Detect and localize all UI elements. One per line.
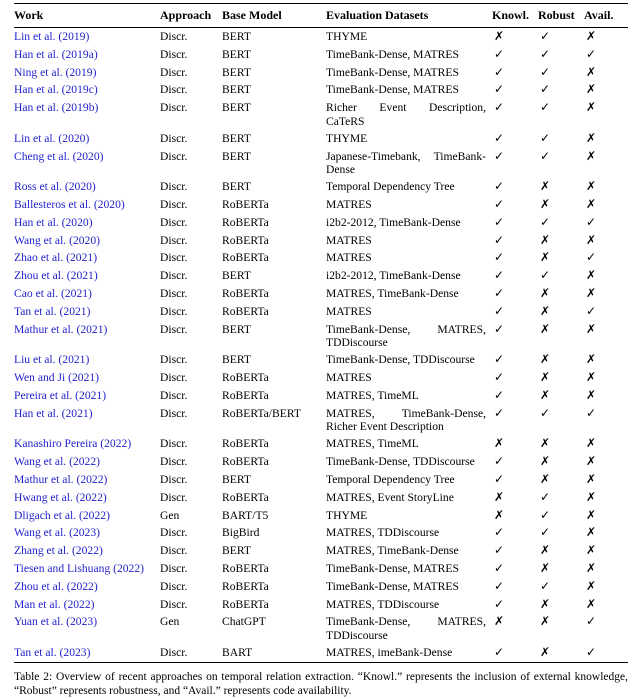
table-row [14, 560, 628, 578]
table-row [14, 596, 628, 614]
base-model-cell: BERT [222, 180, 251, 194]
approach-cell: Discr. [160, 437, 188, 451]
robust-mark: ✗ [540, 471, 551, 486]
approach-cell: Discr. [160, 198, 188, 212]
avail-mark: ✗ [586, 321, 597, 336]
datasets-cell: MATRES, TimeBank-Dense [326, 544, 459, 558]
work-cell [14, 542, 160, 560]
approach-cell: Discr. [160, 287, 188, 301]
knowl-mark: ✓ [494, 286, 505, 301]
datasets-cell: TimeBank-Dense, TDDiscourse [326, 353, 475, 367]
robust-mark: ✓ [540, 507, 551, 522]
work-cell [14, 351, 160, 369]
knowl-mark: ✓ [494, 197, 505, 212]
approach-cell: Discr. [160, 388, 188, 402]
avail-mark: ✗ [586, 148, 597, 163]
knowl-mark: ✓ [494, 148, 505, 163]
base-model-cell: RoBERTa/BERT [222, 406, 301, 420]
robust-mark: ✓ [540, 148, 551, 163]
robust-mark: ✗ [540, 645, 551, 659]
work-cell [14, 613, 160, 644]
table-row [14, 28, 628, 46]
table-row [14, 405, 628, 436]
citation-link[interactable]: Dligach et al. (2022) [14, 508, 110, 522]
citation-link[interactable]: Yuan et al. (2023) [14, 615, 98, 629]
work-cell [14, 453, 160, 471]
avail-mark: ✓ [586, 214, 597, 229]
avail-mark: ✗ [586, 489, 597, 504]
robust-mark: ✓ [540, 100, 551, 115]
approach-cell: Discr. [160, 65, 188, 79]
avail-mark: ✗ [586, 370, 597, 385]
base-model-cell: BigBird [222, 526, 260, 540]
knowl-mark: ✓ [494, 100, 505, 115]
datasets-cell: MATRES, imeBank-Dense [326, 646, 453, 659]
datasets-cell: TimeBank-Dense, MATRES [326, 65, 459, 79]
table-row [14, 214, 628, 232]
work-cell [14, 387, 160, 405]
knowl-mark: ✓ [494, 645, 505, 659]
work-cell [14, 435, 160, 453]
table-row [14, 387, 628, 405]
citation-link[interactable]: Hwang et al. (2022) [14, 490, 107, 504]
robust-mark: ✗ [540, 436, 551, 451]
approach-cell: Discr. [160, 215, 188, 229]
avail-mark: ✗ [586, 387, 597, 402]
robust-mark: ✗ [540, 303, 551, 318]
base-model-cell: BART/T5 [222, 508, 269, 522]
base-model-cell: RoBERTa [222, 561, 269, 575]
approach-cell: Discr. [160, 544, 188, 558]
base-model-cell: BERT [222, 472, 251, 486]
work-cell [14, 369, 160, 387]
work-cell [14, 596, 160, 614]
knowl-mark: ✓ [494, 543, 505, 558]
work-cell [14, 64, 160, 82]
knowl-mark: ✗ [494, 489, 505, 504]
work-cell [14, 560, 160, 578]
avail-mark: ✗ [586, 560, 597, 575]
table-row [14, 249, 628, 267]
datasets-cell: MATRES, TimeBank-Dense, Richer Event Description [326, 406, 486, 434]
datasets-cell: THYME [326, 131, 368, 145]
avail-mark: ✗ [586, 130, 597, 145]
approach-cell: Discr. [160, 490, 188, 504]
datasets-cell: MATRES [326, 198, 372, 212]
table-row [14, 99, 628, 130]
avail-mark: ✗ [586, 525, 597, 540]
base-model-cell: RoBERTa [222, 371, 269, 385]
approach-cell: Discr. [160, 83, 188, 97]
datasets-cell: MATRES [326, 251, 372, 265]
robust-mark: ✓ [540, 268, 551, 283]
datasets-cell: MATRES [326, 233, 372, 247]
robust-mark: ✗ [540, 387, 551, 402]
base-model-cell: RoBERTa [222, 579, 269, 593]
approach-cell: Discr. [160, 322, 188, 336]
table-row [14, 285, 628, 303]
citation-link[interactable]: Cao et al. (2021) [14, 287, 92, 301]
datasets-cell: TimeBank-Dense, MATRES [326, 561, 459, 575]
column-header-avail: Avail. [584, 8, 614, 22]
base-model-cell: BERT [222, 131, 251, 145]
avail-mark: ✓ [586, 303, 597, 318]
avail-mark: ✓ [586, 645, 597, 659]
knowl-mark: ✓ [494, 214, 505, 229]
robust-mark: ✗ [540, 179, 551, 194]
base-model-cell: RoBERTa [222, 455, 269, 469]
work-cell [14, 196, 160, 214]
robust-mark: ✗ [540, 596, 551, 611]
column-header-evaluation-datasets: Evaluation Datasets [326, 8, 429, 22]
table-row [14, 130, 628, 148]
work-cell [14, 471, 160, 489]
work-cell [14, 405, 160, 436]
knowl-mark: ✓ [494, 596, 505, 611]
base-model-cell: RoBERTa [222, 198, 269, 212]
table-row [14, 507, 628, 525]
table-row [14, 81, 628, 99]
approach-cell: Discr. [160, 269, 188, 283]
datasets-cell: MATRES, TimeML [326, 388, 419, 402]
avail-mark: ✗ [586, 197, 597, 212]
robust-mark: ✓ [540, 578, 551, 593]
avail-mark: ✗ [586, 543, 597, 558]
knowl-mark: ✗ [494, 436, 505, 451]
citation-link[interactable]: Tan et al. (2021) [14, 304, 91, 318]
datasets-cell: MATRES [326, 371, 372, 385]
work-cell [14, 267, 160, 285]
approach-cell: Gen [160, 615, 180, 629]
avail-mark: ✓ [586, 46, 597, 61]
work-cell [14, 249, 160, 267]
knowl-mark: ✓ [494, 303, 505, 318]
work-cell [14, 28, 160, 46]
table-row [14, 435, 628, 453]
citation-link[interactable]: Zhou et al. (2021) [14, 269, 98, 283]
citation-link[interactable]: Zhang et al. (2022) [14, 544, 103, 558]
robust-mark: ✓ [540, 29, 551, 43]
avail-mark: ✗ [586, 578, 597, 593]
column-header-approach: Approach [160, 8, 212, 22]
robust-mark: ✓ [540, 64, 551, 79]
datasets-cell: TimeBank-Dense, MATRES, TDDiscourse [326, 322, 486, 349]
table-row [14, 471, 628, 489]
knowl-mark: ✓ [494, 64, 505, 79]
work-cell [14, 130, 160, 148]
citation-link[interactable]: Han et al. (2021) [14, 406, 93, 420]
robust-mark: ✓ [540, 405, 551, 420]
robust-mark: ✗ [540, 321, 551, 336]
base-model-cell: RoBERTa [222, 215, 269, 229]
approach-cell: Discr. [160, 304, 188, 318]
knowl-mark: ✓ [494, 387, 505, 402]
work-cell [14, 321, 160, 352]
avail-mark: ✗ [586, 268, 597, 283]
avail-mark: ✗ [586, 82, 597, 97]
work-cell [14, 578, 160, 596]
table-row [14, 578, 628, 596]
work-cell [14, 46, 160, 64]
work-cell [14, 285, 160, 303]
approach-cell: Discr. [160, 47, 188, 61]
table-row [14, 148, 628, 179]
knowl-mark: ✓ [494, 352, 505, 367]
robust-mark: ✗ [540, 560, 551, 575]
citation-link[interactable]: Han et al. (2019a) [14, 47, 98, 61]
citation-link[interactable]: Han et al. (2019b) [14, 101, 99, 115]
approach-cell: Discr. [160, 30, 188, 43]
work-cell [14, 178, 160, 196]
avail-mark: ✓ [586, 250, 597, 265]
robust-mark: ✓ [540, 525, 551, 540]
work-cell [14, 303, 160, 321]
knowl-mark: ✓ [494, 250, 505, 265]
work-cell [14, 148, 160, 179]
datasets-cell: Temporal Dependency Tree [326, 180, 455, 194]
work-cell [14, 81, 160, 99]
citation-link[interactable]: Pereira et al. (2021) [14, 388, 107, 402]
citation-link[interactable]: Ballesteros et al. (2020) [14, 198, 125, 212]
column-header-work: Work [14, 8, 44, 22]
citation-link[interactable]: Han et al. (2020) [14, 215, 93, 229]
knowl-mark: ✓ [494, 370, 505, 385]
robust-mark: ✓ [540, 130, 551, 145]
datasets-cell: TimeBank-Dense, MATRES, TDDiscourse [326, 615, 486, 642]
table-row [14, 369, 628, 387]
knowl-mark: ✗ [494, 29, 505, 43]
base-model-cell: RoBERTa [222, 251, 269, 265]
robust-mark: ✓ [540, 46, 551, 61]
table-row [14, 321, 628, 352]
knowl-mark: ✓ [494, 560, 505, 575]
base-model-cell: BERT [222, 65, 251, 79]
datasets-cell: THYME [326, 30, 368, 43]
datasets-cell: Temporal Dependency Tree [326, 472, 455, 486]
citation-link[interactable]: Mathur et al. (2022) [14, 472, 108, 486]
base-model-cell: RoBERTa [222, 437, 269, 451]
avail-mark: ✗ [586, 232, 597, 247]
base-model-cell: BERT [222, 269, 251, 283]
base-model-cell: ChatGPT [222, 615, 266, 629]
approach-cell: Discr. [160, 101, 188, 115]
table-row [14, 489, 628, 507]
base-model-cell: RoBERTa [222, 233, 269, 247]
robust-mark: ✗ [540, 286, 551, 301]
column-header-knowl: Knowl. [492, 8, 530, 22]
citation-link[interactable]: Ross et al. (2020) [14, 180, 96, 194]
datasets-cell: MATRES, TimeBank-Dense [326, 287, 459, 301]
table-caption: Table 2: Overview of recent approaches on temporal relation extraction. “Knowl.” represents the inclusion of external knowledge, “Robust” represents robustness, and “Avail.” represents code availability. [14, 670, 628, 698]
knowl-mark: ✓ [494, 454, 505, 469]
base-model-cell: RoBERTa [222, 490, 269, 504]
approach-cell: Discr. [160, 406, 188, 420]
work-cell [14, 214, 160, 232]
knowl-mark: ✗ [494, 614, 505, 629]
citation-link[interactable]: Tan et al. (2023) [14, 646, 91, 659]
avail-mark: ✗ [586, 352, 597, 367]
datasets-cell: MATRES, TimeML [326, 437, 419, 451]
knowl-mark: ✓ [494, 405, 505, 420]
citation-link[interactable]: Ning et al. (2019) [14, 65, 97, 79]
citation-link[interactable]: Man et al. (2022) [14, 597, 95, 611]
approach-cell: Discr. [160, 371, 188, 385]
datasets-cell: Richer Event Description, CaTeRS [326, 101, 486, 128]
citation-link[interactable]: Wang et al. (2023) [14, 526, 100, 540]
approach-cell: Discr. [160, 233, 188, 247]
work-cell [14, 507, 160, 525]
robust-mark: ✗ [540, 232, 551, 247]
approach-cell: Discr. [160, 646, 188, 659]
table-row [14, 267, 628, 285]
datasets-cell: MATRES, TDDiscourse [326, 526, 440, 540]
table-row [14, 351, 628, 369]
table-row [14, 46, 628, 64]
citation-link[interactable]: Liu et al. (2021) [14, 353, 90, 367]
knowl-mark: ✓ [494, 471, 505, 486]
table-row [14, 196, 628, 214]
base-model-cell: BERT [222, 353, 251, 367]
approach-cell: Gen [160, 508, 180, 522]
column-header-robust: Robust [538, 8, 575, 22]
approach-cell: Discr. [160, 526, 188, 540]
table-row [14, 303, 628, 321]
avail-mark: ✓ [586, 405, 597, 420]
robust-mark: ✗ [540, 250, 551, 265]
knowl-mark: ✓ [494, 578, 505, 593]
robust-mark: ✗ [540, 614, 551, 629]
base-model-cell: RoBERTa [222, 597, 269, 611]
robust-mark: ✓ [540, 82, 551, 97]
base-model-cell: BERT [222, 83, 251, 97]
base-model-cell: BERT [222, 47, 251, 61]
knowl-mark: ✓ [494, 232, 505, 247]
robust-mark: ✗ [540, 543, 551, 558]
citation-link[interactable]: Lin et al. (2020) [14, 131, 90, 145]
table-row [14, 524, 628, 542]
base-model-cell: BERT [222, 322, 251, 336]
base-model-cell: RoBERTa [222, 304, 269, 318]
citation-link[interactable]: Wang et al. (2020) [14, 233, 100, 247]
robust-mark: ✗ [540, 454, 551, 469]
work-cell [14, 524, 160, 542]
robust-mark: ✓ [540, 214, 551, 229]
datasets-cell: Japanese-Timebank, TimeBank-Dense [326, 149, 486, 176]
avail-mark: ✗ [586, 454, 597, 469]
citation-link[interactable]: Kanashiro Pereira (2022) [14, 437, 132, 451]
approach-cell: Discr. [160, 561, 188, 575]
avail-mark: ✗ [586, 286, 597, 301]
robust-mark: ✗ [540, 197, 551, 212]
work-cell [14, 232, 160, 250]
approach-cell: Discr. [160, 251, 188, 265]
robust-mark: ✓ [540, 489, 551, 504]
table-row [14, 542, 628, 560]
avail-mark: ✗ [586, 64, 597, 79]
citation-link[interactable]: Wen and Ji (2021) [14, 371, 100, 385]
approach-cell: Discr. [160, 131, 188, 145]
knowl-mark: ✓ [494, 179, 505, 194]
citation-link[interactable]: Wang et al. (2022) [14, 455, 100, 469]
column-header-base-model: Base Model [222, 8, 282, 22]
table-row [14, 613, 628, 644]
knowl-mark: ✓ [494, 525, 505, 540]
knowl-mark: ✓ [494, 46, 505, 61]
work-cell [14, 99, 160, 130]
base-model-cell: BERT [222, 101, 251, 115]
datasets-cell: MATRES [326, 304, 372, 318]
datasets-cell: TimeBank-Dense, MATRES [326, 47, 459, 61]
datasets-cell: i2b2-2012, TimeBank-Dense [326, 269, 461, 283]
survey-table [14, 3, 628, 663]
approach-cell: Discr. [160, 579, 188, 593]
base-model-cell: BART [222, 646, 253, 659]
table-row [14, 178, 628, 196]
approach-cell: Discr. [160, 353, 188, 367]
citation-link[interactable]: Lin et al. (2019) [14, 30, 90, 43]
datasets-cell: MATRES, Event StoryLine [326, 490, 454, 504]
datasets-cell: TimeBank-Dense, MATRES [326, 83, 459, 97]
table-body [14, 28, 628, 663]
datasets-cell: MATRES, TDDiscourse [326, 597, 440, 611]
work-cell [14, 489, 160, 507]
header-row [14, 4, 628, 28]
base-model-cell: BERT [222, 544, 251, 558]
datasets-cell: TimeBank-Dense, TDDiscourse [326, 455, 475, 469]
base-model-cell: RoBERTa [222, 287, 269, 301]
datasets-cell: i2b2-2012, TimeBank-Dense [326, 215, 461, 229]
robust-mark: ✗ [540, 352, 551, 367]
approach-cell: Discr. [160, 180, 188, 194]
avail-mark: ✗ [586, 100, 597, 115]
knowl-mark: ✓ [494, 268, 505, 283]
avail-mark: ✗ [586, 596, 597, 611]
knowl-mark: ✓ [494, 130, 505, 145]
approach-cell: Discr. [160, 597, 188, 611]
citation-link[interactable]: Han et al. (2019c) [14, 83, 98, 97]
citation-link[interactable]: Zhao et al. (2021) [14, 251, 98, 265]
table-row [14, 232, 628, 250]
table-header [14, 4, 628, 28]
knowl-mark: ✗ [494, 507, 505, 522]
avail-mark: ✗ [586, 471, 597, 486]
citation-link[interactable]: Zhou et al. (2022) [14, 579, 98, 593]
citation-link[interactable]: Cheng et al. (2020) [14, 149, 104, 163]
table-row [14, 453, 628, 471]
approach-cell: Discr. [160, 455, 188, 469]
knowl-mark: ✓ [494, 82, 505, 97]
robust-mark: ✗ [540, 370, 551, 385]
avail-mark: ✗ [586, 179, 597, 194]
citation-link[interactable]: Tiesen and Lishuang (2022) [14, 561, 144, 575]
avail-mark: ✓ [586, 614, 597, 629]
knowl-mark: ✓ [494, 321, 505, 336]
avail-mark: ✗ [586, 436, 597, 451]
approach-cell: Discr. [160, 149, 188, 163]
approach-cell: Discr. [160, 472, 188, 486]
avail-mark: ✗ [586, 507, 597, 522]
datasets-cell: THYME [326, 508, 368, 522]
avail-mark: ✗ [586, 29, 597, 43]
base-model-cell: RoBERTa [222, 388, 269, 402]
base-model-cell: BERT [222, 30, 251, 43]
citation-link[interactable]: Mathur et al. (2021) [14, 322, 108, 336]
datasets-cell: TimeBank-Dense, MATRES [326, 579, 459, 593]
table-row [14, 64, 628, 82]
base-model-cell: BERT [222, 149, 251, 163]
